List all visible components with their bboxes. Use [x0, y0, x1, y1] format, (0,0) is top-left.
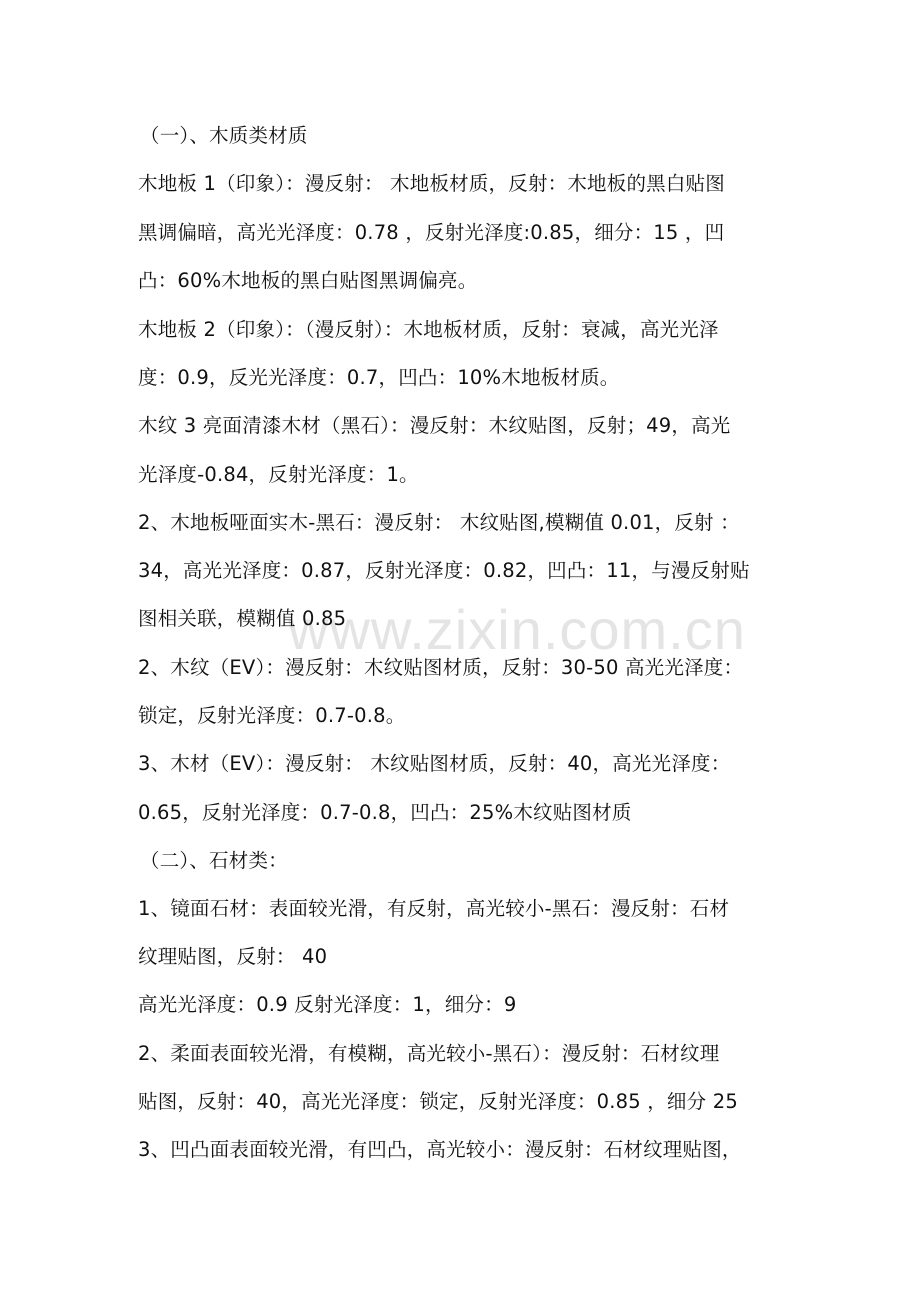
text-line: 高光光泽度：0.9 反射光泽度：1，细分：9 — [138, 993, 517, 1016]
text-line: 黑调偏暗，高光光泽度：0.78 ，反射光泽度:0.85，细分：15 ，凹 — [138, 221, 725, 244]
section-heading-wood: （一）、木质类材质 — [140, 124, 308, 147]
text-line: 木纹 3 亮面清漆木材（黑石）：漫反射：木纹贴图，反射；49，高光 — [138, 414, 731, 437]
text-line: 3、木材（EV）：漫反射： 木纹贴图材质，反射：40，高光光泽度： — [138, 752, 731, 775]
text-line: 贴图，反射：40，高光光泽度：锁定，反射光泽度：0.85 ，细分 25 — [138, 1090, 738, 1113]
text-line: 凸：60%木地板的黑白贴图黑调偏亮。 — [138, 269, 478, 292]
text-line: 3、凹凸面表面较光滑，有凹凸，高光较小：漫反射：石材纹理贴图， — [138, 1138, 742, 1161]
text-line: 锁定，反射光泽度：0.7-0.8。 — [138, 704, 406, 727]
text-line: 纹理贴图，反射： 40 — [138, 945, 328, 968]
text-line: 2、木地板哑面实木-黑石：漫反射： 木纹贴图,模糊值 0.01，反射 ： — [138, 511, 740, 534]
text-line: 图相关联，模糊值 0.85 — [138, 607, 347, 630]
text-line: 木地板 1（印象）：漫反射： 木地板材质，反射：木地板的黑白贴图 — [138, 172, 725, 195]
text-line: 度：0.9，反光光泽度：0.7，凹凸：10%木地板材质。 — [138, 366, 620, 389]
text-line: 2、木纹（EV）：漫反射：木纹贴图材质，反射：30-50 高光光泽度： — [138, 656, 744, 679]
text-line: 1、镜面石材：表面较光滑，有反射，高光较小-黑石：漫反射：石材 — [138, 897, 730, 920]
section-heading-stone: （二）、石材类： — [140, 849, 288, 872]
text-line: 光泽度-0.84，反射光泽度：1。 — [138, 463, 419, 486]
text-line: 34，高光光泽度：0.87，反射光泽度：0.82，凹凸：11，与漫反射贴 — [138, 559, 750, 582]
text-line: 2、柔面表面较光滑，有模糊，高光较小-黑石）：漫反射：石材纹理 — [138, 1042, 720, 1065]
text-line: 木地板 2（印象）：（漫反射）：木地板材质，反射：衰减，高光光泽 — [138, 318, 719, 341]
watermark: www.zixin.com.cn — [288, 598, 746, 661]
text-line: 0.65，反射光泽度：0.7-0.8，凹凸：25%木纹贴图材质 — [138, 801, 632, 824]
